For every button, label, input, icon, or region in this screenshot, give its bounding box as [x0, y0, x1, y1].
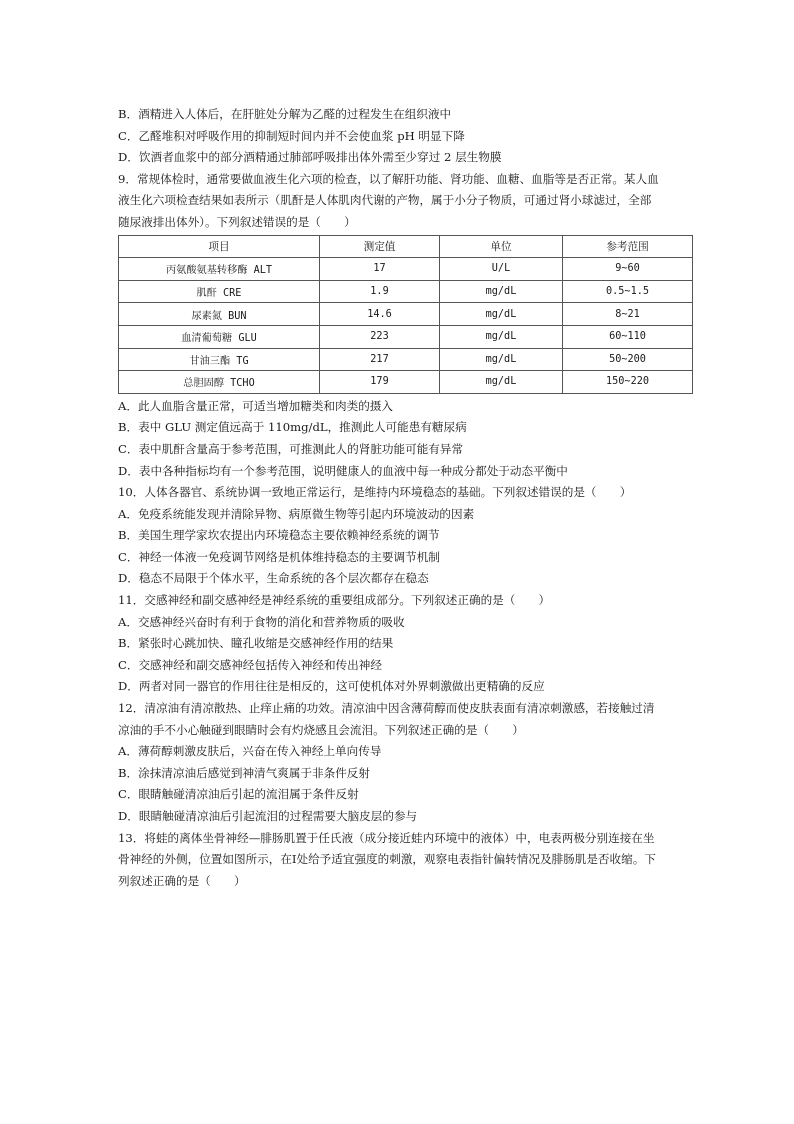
table-cell: mg/dL [440, 371, 563, 394]
text-line: D．两者对同一器官的作用往往是相反的，这可使机体对外界刺激做出更精确的反应 [118, 679, 545, 694]
text-line: B．紧张时心跳加快、瞳孔收缩是交感神经作用的结果 [118, 636, 394, 651]
table-cell: 甘油三酯 TG [119, 348, 320, 371]
text-line: 12．清凉油有清凉散热、止痒止痛的功效。清凉油中因含薄荷醇而使皮肤表面有清凉刺激感，若接触过清 [118, 701, 655, 716]
table-cell: 9~60 [563, 258, 693, 281]
table-cell: mg/dL [440, 280, 563, 303]
text-line: 随尿液排出体外）。下列叙述错误的是（ ） [118, 214, 356, 229]
question-text-bottom [118, 396, 686, 893]
text-line: 液生化六项检查结果如表所示（肌酐是人体肌肉代谢的产物，属于小分子物质，可通过肾小球滤过，全部 [118, 193, 652, 208]
table-cell: 17 [320, 258, 440, 281]
table-cell: 丙氨酸氨基转移酶 ALT [119, 258, 320, 281]
table-row [119, 303, 693, 326]
text-line: B．涂抹清凉油后感觉到神清气爽属于非条件反射 [118, 765, 370, 780]
document-content [118, 104, 686, 892]
table-cell: U/L [440, 258, 563, 281]
text-line: C．神经一体液一免疫调节网络是机体维持稳态的主要调节机制 [118, 549, 440, 564]
table-cell: 179 [320, 371, 440, 394]
table-cell: mg/dL [440, 303, 563, 326]
table-header-row [119, 235, 693, 258]
header-cell-item: 项目 [119, 235, 320, 258]
text-line: 10．人体各器官、系统协调一致地正常运行，是维持内环境稳态的基础。下列叙述错误的是（ ） [118, 485, 632, 500]
table-cell: 肌酐 CRE [119, 280, 320, 303]
table-row [119, 348, 693, 371]
text-line: B．酒精进入人体后，在肝脏处分解为乙醛的过程发生在组织液中 [118, 107, 452, 121]
blood-test-table [118, 235, 693, 394]
text-line: 11．交感神经和副交感神经是神经系统的重要组成部分。下列叙述正确的是（ ） [118, 593, 551, 608]
table-row [119, 371, 693, 394]
table-cell: 0.5~1.5 [563, 280, 693, 303]
text-line: C．表中肌酐含量高于参考范围，可推测此人的肾脏功能可能有异常 [118, 441, 464, 456]
table-cell: 223 [320, 325, 440, 348]
text-line: D．表中各种指标均有一个参考范围，说明健康人的血液中每一种成分都处于动态平衡中 [118, 463, 568, 478]
text-line: A．交感神经兴奋时有利于食物的消化和营养物质的吸收 [118, 614, 405, 629]
text-line: 13．将蛙的离体坐骨神经—腓肠肌置于任氏液（成分接近蛙内环境中的液体）中，电表两极分别连接在坐 [118, 830, 655, 845]
table-cell: mg/dL [440, 348, 563, 371]
table-row [119, 280, 693, 303]
table-cell: 血清葡萄糖 GLU [119, 325, 320, 348]
header-cell-range: 参考范围 [563, 235, 693, 258]
header-cell-value: 测定值 [320, 235, 440, 258]
text-line: B．表中 GLU 测定值远高于 110mg/dL，推测此人可能患有糖尿病 [118, 420, 467, 435]
table-cell: 尿素氮 BUN [119, 303, 320, 326]
table-cell: 总胆固醇 TCHO [119, 371, 320, 394]
text-line: C．乙醛堆积对呼吸作用的抑制短时间内并不会使血浆 pH 明显下降 [118, 128, 465, 143]
table-cell: 14.6 [320, 303, 440, 326]
header-cell-unit: 单位 [440, 235, 563, 258]
table-cell: mg/dL [440, 325, 563, 348]
table-row [119, 258, 693, 281]
question-text-top [118, 104, 686, 234]
text-line: 列叙述正确的是（ ） [118, 873, 246, 888]
text-line: A．免疫系统能发现并清除异物、病原微生物等引起内环境波动的因素 [118, 506, 475, 521]
table-cell: 50~200 [563, 348, 693, 371]
text-line: 9．常规体检时，通常要做血液生化六项的检查，以了解肝功能、肾功能、血糖、血脂等是否正常。某人血 [118, 171, 659, 186]
table-cell: 150~220 [563, 371, 693, 394]
text-line: 骨神经的外侧，位置如图所示，在Ⅰ处给予适宜强度的刺激，观察电表指针偏转情况及腓肠肌是否收缩。下 [118, 852, 656, 867]
text-line: C．交感神经和副交感神经包括传入神经和传出神经 [118, 657, 382, 672]
table-cell: 217 [320, 348, 440, 371]
text-line: A．此人血脂含量正常，可适当增加糖类和肉类的摄入 [118, 398, 394, 413]
table-cell: 8~21 [563, 303, 693, 326]
text-line: B．美国生理学家坎农提出内环境稳态主要依赖神经系统的调节 [118, 528, 440, 543]
table-cell: 60~110 [563, 325, 693, 348]
text-line: D．饮酒者血浆中的部分酒精通过肺部呼吸排出体外需至少穿过 2 层生物膜 [118, 150, 502, 165]
table-cell: 1.9 [320, 280, 440, 303]
text-line: D．眼睛触碰清凉油后引起流泪的过程需要大脑皮层的参与 [118, 809, 418, 823]
text-line: A．薄荷醇刺激皮肤后，兴奋在传入神经上单向传导 [118, 744, 382, 759]
text-line: D．稳态不局限于个体水平，生命系统的各个层次都存在稳态 [118, 571, 429, 586]
table-row [119, 325, 693, 348]
text-line: 凉油的手不小心触碰到眼睛时会有灼烧感且会流泪。下列叙述正确的是（ ） [118, 722, 524, 737]
text-line: C．眼睛触碰清凉油后引起的流泪属于条件反射 [118, 787, 359, 802]
